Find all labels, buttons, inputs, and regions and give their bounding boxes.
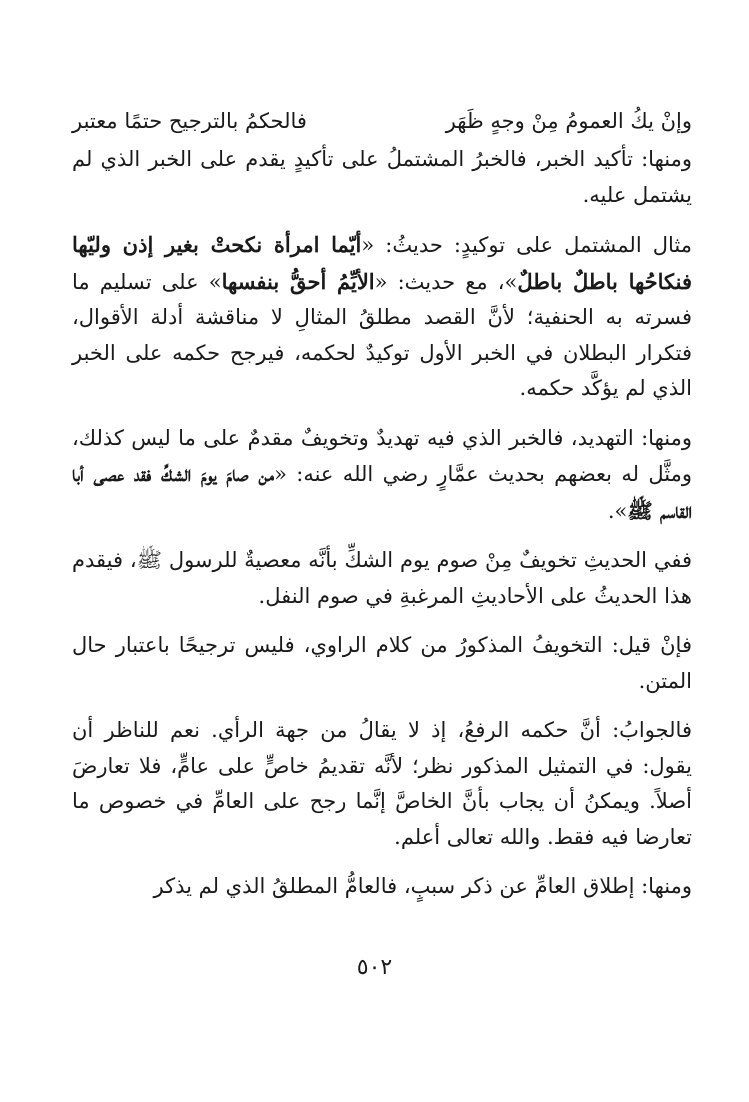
paragraph-objection: فإنْ قيل: التخويفُ المذكورُ من كلام الراوي، فليس ترجيحًا باعتبار حال المتن. xyxy=(72,633,692,693)
paragraph-emphasis-example xyxy=(72,227,692,407)
page-body xyxy=(72,100,692,905)
paragraph-threat xyxy=(72,421,692,530)
page-number: ٥٠٢ xyxy=(356,955,393,980)
hadith-quote: من صامَ يومَ الشكِّ فقد عصى أبا القاسم ﷺ xyxy=(72,461,692,523)
paragraph-answer: فالجوابُ: أنَّ حكمه الرفعُ، إذ لا يقالُ من جهة الرأي. نعم للناظر أن يقول: في التمثيل المذكور نظر؛ لأنَّه تقديمُ خاصٍّ على عامٍّ، فلا تعارضَ أصلاً. ويمكنُ أن يجاب بأنَّ الخاصَّ إنَّما رجح على العامِّ في خصوص ما تعارضا فيه فقط. والله تعالى أعلم. xyxy=(72,718,692,849)
paragraph-threat-explanation: ففي الحديثِ تخويفٌ مِنْ صوم يوم الشكِّ بأنَّه معصيةٌ للرسول ﷺ، فيقدم هذا الحديثُ على الأحاديثِ المرغبةِ في صوم النفل. xyxy=(72,548,692,608)
verse-hemistich-left: فالحكمُ بالترجيح حتمًا معتبر xyxy=(72,109,307,133)
verse-hemistich-right: وإنْ يكُ العمومُ مِنْ وجهٍ ظَهَر xyxy=(445,109,692,133)
verse-line xyxy=(72,100,692,142)
hadith-quote: الأيِّمُ أحقُّ بنفسها xyxy=(221,268,375,294)
text-segment: ومنها: التهديد، فالخبر الذي فيه تهديدٌ وتخويفٌ مقدمٌ على ما ليس كذلك، ومثَّل له بعضهم بحديث عمَّارٍ رضي الله عنه: « xyxy=(72,425,692,486)
text-segment: »، مع حديث: « xyxy=(374,269,518,294)
paragraph-general-term: ومنها: إطلاق العامِّ عن ذكر سببٍ، فالعامُّ المطلقُ الذي لم يذكر xyxy=(153,874,692,898)
text-segment: » على تسليم ما فسرته به الحنفية؛ لأنَّ القصد مطلقُ المثالِ لا مناقشة أدلة الأقوال، فتكرار البطلان في الخبر الأول توكيدٌ لحكمه، فيرجح حكمه على الخبر الذي لم يؤكَّد حكمه. xyxy=(72,269,692,400)
text-segment: مثال المشتمل على توكيدٍ: حديثُ: « xyxy=(361,233,692,257)
text-segment: ». xyxy=(607,498,628,523)
hadith-quote: أيّما امرأة نكحتْ بغير إذن وليّها فنكاحُها باطلٌ باطلٌ xyxy=(72,232,692,294)
paragraph-emphasis: ومنها: تأكيد الخبر، فالخبرُ المشتملُ على تأكيدٍ يقدم على الخبر الذي لم يشتمل عليه. xyxy=(72,147,692,207)
